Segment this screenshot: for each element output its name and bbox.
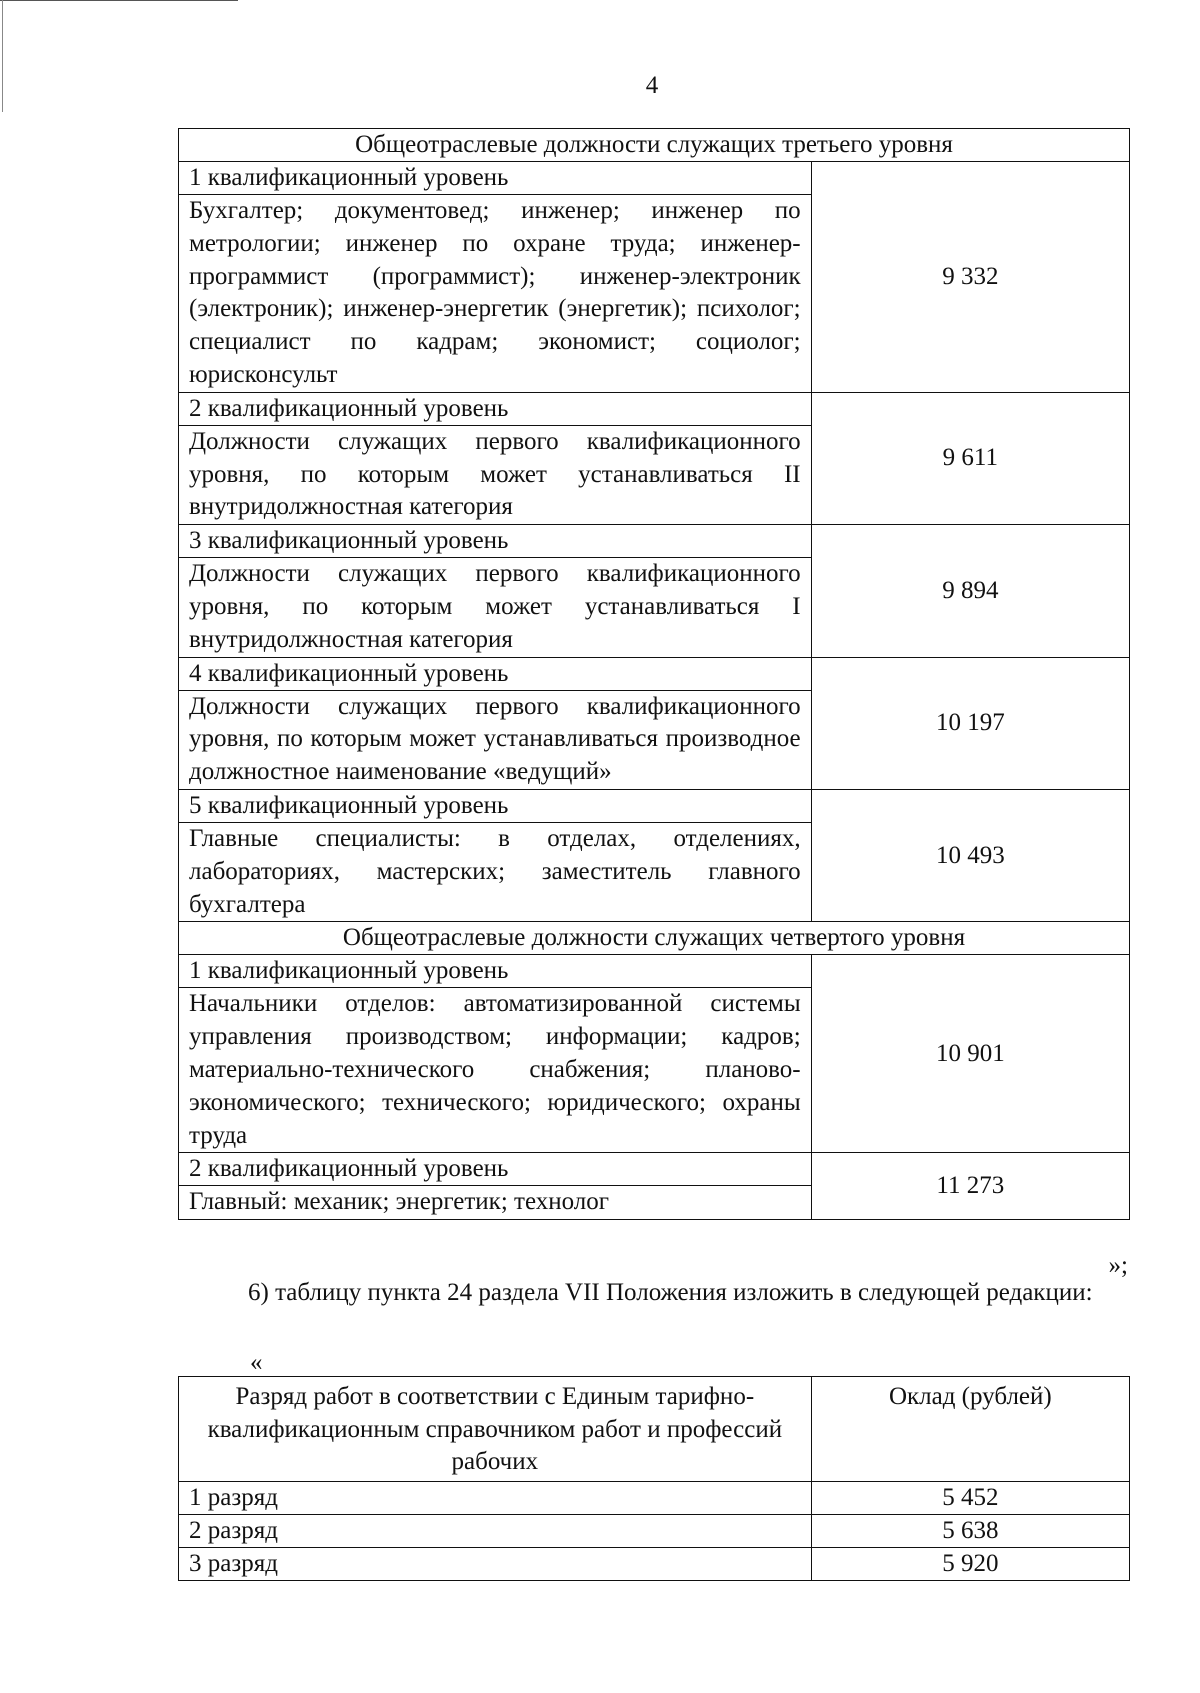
salary-cell: 5 452: [811, 1481, 1129, 1514]
salary-table-employees: [178, 128, 1130, 1220]
grade-cell: 1 разряд: [179, 1481, 812, 1514]
level-row: [179, 657, 1130, 690]
level-row: [179, 162, 1130, 195]
salary-value: 10 493: [811, 789, 1129, 921]
positions-list: Должности служащих первого квалификационного уровня, по которым может устанавливаться I внутридолжностная категория: [179, 558, 812, 657]
salary-cell: 5 638: [811, 1514, 1129, 1547]
column-header-grade: Разряд работ в соответствии с Единым тарифно-квалификационным справочником работ и профессий рабочих: [179, 1377, 812, 1482]
table-row: [179, 1547, 1130, 1580]
level-row: [179, 955, 1130, 988]
amendment-paragraph: [178, 1276, 1130, 1309]
salary-value: 10 901: [811, 955, 1129, 1153]
salary-cell: 5 920: [811, 1547, 1129, 1580]
salary-value: 11 273: [811, 1153, 1129, 1220]
level-label: 5 квалификационный уровень: [179, 789, 812, 822]
level-row: [179, 789, 1130, 822]
closing-quote: »;: [1108, 1252, 1128, 1279]
section-title: Общеотраслевые должности служащих четвертого уровня: [179, 922, 1130, 955]
column-header-salary: Оклад (рублей): [811, 1377, 1129, 1482]
header-row: [179, 1377, 1130, 1482]
salary-value: 9 332: [811, 162, 1129, 393]
positions-list: Должности служащих первого квалификационного уровня, по которым может устанавливаться производное должностное наименование «ведущий»: [179, 690, 812, 789]
amendment-text: 6) таблицу пункта 24 раздела VII Положения изложить в следующей редакции:: [248, 1279, 1093, 1306]
salary-value: 10 197: [811, 657, 1129, 789]
salary-table-workers: [178, 1376, 1130, 1581]
grade-cell: 3 разряд: [179, 1547, 812, 1580]
level-label: 3 квалификационный уровень: [179, 525, 812, 558]
positions-list: Главные специалисты: в отделах, отделениях, лабораториях, мастерских; заместитель главного бухгалтера: [179, 822, 812, 921]
level-row: [179, 1153, 1130, 1186]
level-row: [179, 392, 1130, 425]
level-label: 2 квалификационный уровень: [179, 1153, 812, 1186]
opening-quote: «: [250, 1349, 263, 1376]
positions-list: Бухгалтер; документовед; инженер; инженер по метрологии; инженер по охране труда; инженер-программист (программист); инженер-электроник (электроник); инженер-энергетик (энергетик); психолог; специалист по кадрам; экономист; социолог; юрисконсульт: [179, 195, 812, 393]
grade-cell: 2 разряд: [179, 1514, 812, 1547]
level-label: 4 квалификационный уровень: [179, 657, 812, 690]
section-row: [179, 129, 1130, 162]
level-label: 1 квалификационный уровень: [179, 162, 812, 195]
section-title: Общеотраслевые должности служащих третьего уровня: [179, 129, 1130, 162]
salary-value: 9 894: [811, 525, 1129, 657]
section-row: [179, 922, 1130, 955]
positions-list: Должности служащих первого квалификационного уровня, по которым может устанавливаться II внутридолжностная категория: [179, 425, 812, 524]
table-row: [179, 1514, 1130, 1547]
page-number: 4: [645, 72, 659, 99]
level-row: [179, 525, 1130, 558]
level-label: 1 квалификационный уровень: [179, 955, 812, 988]
table-row: [179, 1481, 1130, 1514]
level-label: 2 квалификационный уровень: [179, 392, 812, 425]
positions-list: Главный: механик; энергетик; технолог: [179, 1186, 812, 1220]
salary-value: 9 611: [811, 392, 1129, 524]
positions-list: Начальники отделов: автоматизированной системы управления производством; информации; кадров; материально-технического снабжения; планово-экономического; технического; юридического; охраны труда: [179, 988, 812, 1153]
scan-edge-mark: [0, 0, 238, 1]
